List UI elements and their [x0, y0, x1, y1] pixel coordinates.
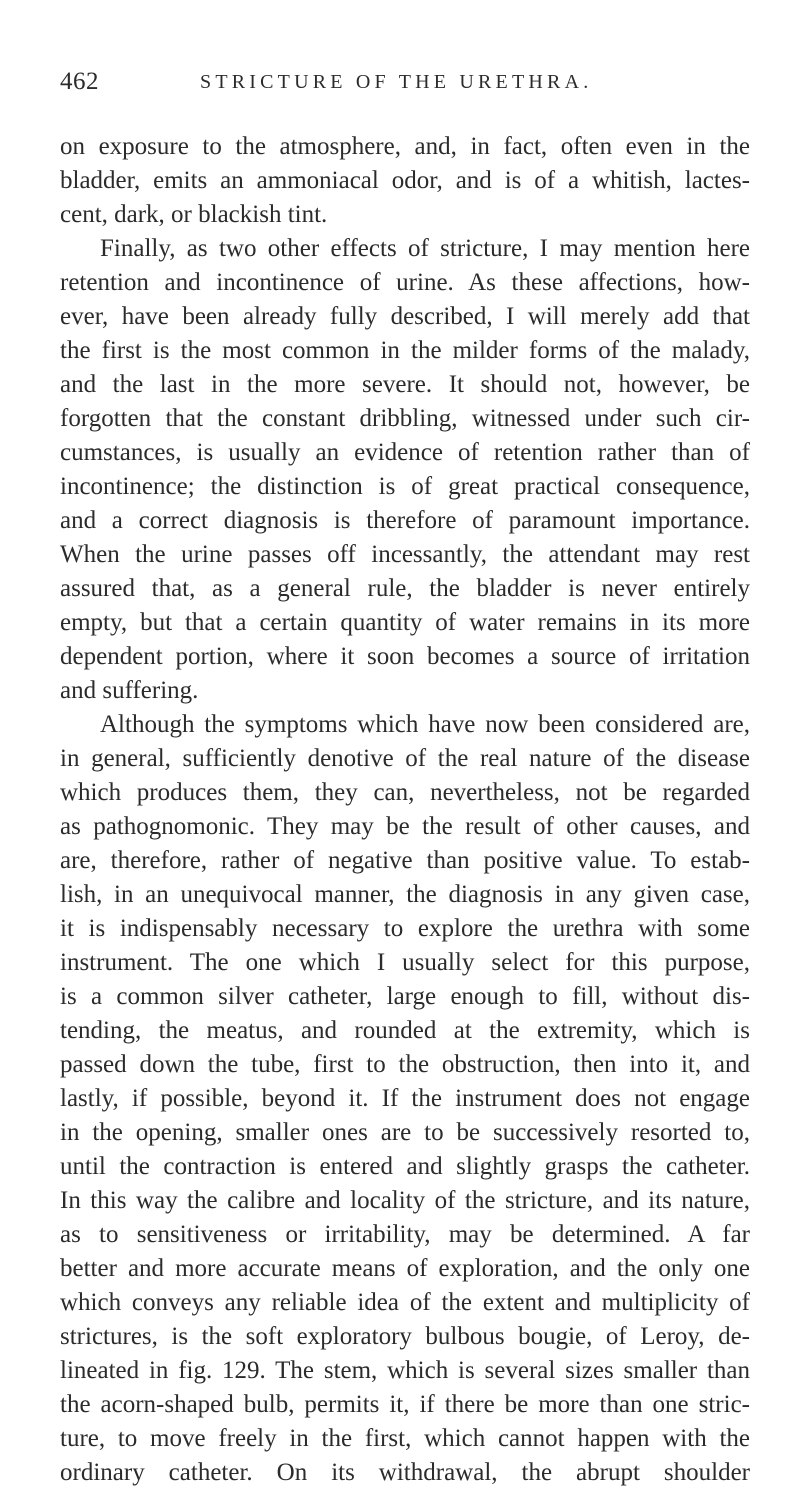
text-line: lish, in an unequivocal manner, the diagnosis in any given case,: [60, 881, 750, 908]
text-line: are, therefore, rather of negative than positive value. To estab-: [60, 847, 750, 874]
text-line: assured that, as a general rule, the bladder is never entirely: [60, 575, 750, 602]
text-line: as pathognomonic. They may be the result of other causes, and: [60, 813, 750, 840]
text-line: and the last in the more severe. It should not, however, be: [60, 371, 750, 398]
text-line: is a common silver catheter, large enough to fill, without dis-: [60, 983, 750, 1010]
text-line: tending, the meatus, and rounded at the extremity, which is: [60, 1017, 750, 1044]
text-line: strictures, is the soft exploratory bulbous bougie, of Leroy, de-: [60, 1323, 750, 1350]
text-line: empty, but that a certain quantity of water remains in its more: [60, 609, 750, 636]
text-line: in the opening, smaller ones are to be successively resorted to,: [60, 1119, 750, 1146]
text-line: in general, sufficiently denotive of the real nature of the disease: [60, 745, 750, 772]
text-line: ordinary catheter. On its withdrawal, the abrupt shoulder: [60, 1459, 750, 1486]
text-line: which produces them, they can, nevertheless, not be regarded: [60, 779, 750, 806]
body-text: [60, 130, 750, 1490]
text-line: it is indispensably necessary to explore the urethra with some: [60, 915, 750, 942]
text-line: incontinence; the distinction is of great practical consequence,: [60, 473, 750, 500]
text-line: retention and incontinence of urine. As these affections, how-: [60, 269, 750, 296]
text-line: bladder, emits an ammoniacal odor, and is of a whitish, lactes-: [60, 167, 750, 194]
text-line: on exposure to the atmosphere, and, in fact, often even in the: [60, 133, 750, 160]
text-line: dependent portion, where it soon becomes a source of irritation: [60, 643, 750, 670]
text-line: and a correct diagnosis is therefore of paramount importance.: [60, 507, 750, 534]
text-line: cumstances, is usually an evidence of retention rather than of: [60, 439, 750, 466]
text-line: When the urine passes off incessantly, the attendant may rest: [60, 541, 750, 568]
text-line: passed down the tube, first to the obstruction, then into it, and: [60, 1051, 750, 1078]
running-head: STRICTURE OF THE URETHRA.: [200, 71, 593, 93]
text-line: until the contraction is entered and slightly grasps the catheter.: [60, 1153, 750, 1180]
text-line: lineated in fig. 129. The stem, which is several sizes smaller than: [60, 1357, 750, 1384]
text-line: the acorn-shaped bulb, permits it, if there be more than one stric-: [60, 1391, 750, 1418]
text-line: cent, dark, or blackish tint.: [60, 201, 328, 228]
text-line: In this way the calibre and locality of the stricture, and its nature,: [60, 1187, 750, 1214]
text-line: better and more accurate means of exploration, and the only one: [60, 1255, 750, 1282]
page-number: 462: [60, 68, 99, 95]
text-line: lastly, if possible, beyond it. If the instrument does not engage: [60, 1085, 750, 1112]
paragraph-start-line: Although the symptoms which have now been considered are,: [100, 711, 750, 738]
text-line: instrument. The one which I usually select for this purpose,: [60, 949, 750, 976]
paragraph-start-line: Finally, as two other effects of stricture, I may mention here: [100, 235, 750, 262]
text-line: as to sensitiveness or irritability, may be determined. A far: [60, 1221, 750, 1248]
text-line: the first is the most common in the milder forms of the malady,: [60, 337, 750, 364]
text-line: and suffering.: [60, 677, 199, 704]
text-line: which conveys any reliable idea of the extent and multiplicity of: [60, 1289, 750, 1316]
text-line: ture, to move freely in the first, which cannot happen with the: [60, 1425, 750, 1452]
text-line: ever, have been already fully described, I will merely add that: [60, 303, 750, 330]
text-line: forgotten that the constant dribbling, witnessed under such cir-: [60, 405, 750, 432]
page-header: [60, 68, 760, 108]
